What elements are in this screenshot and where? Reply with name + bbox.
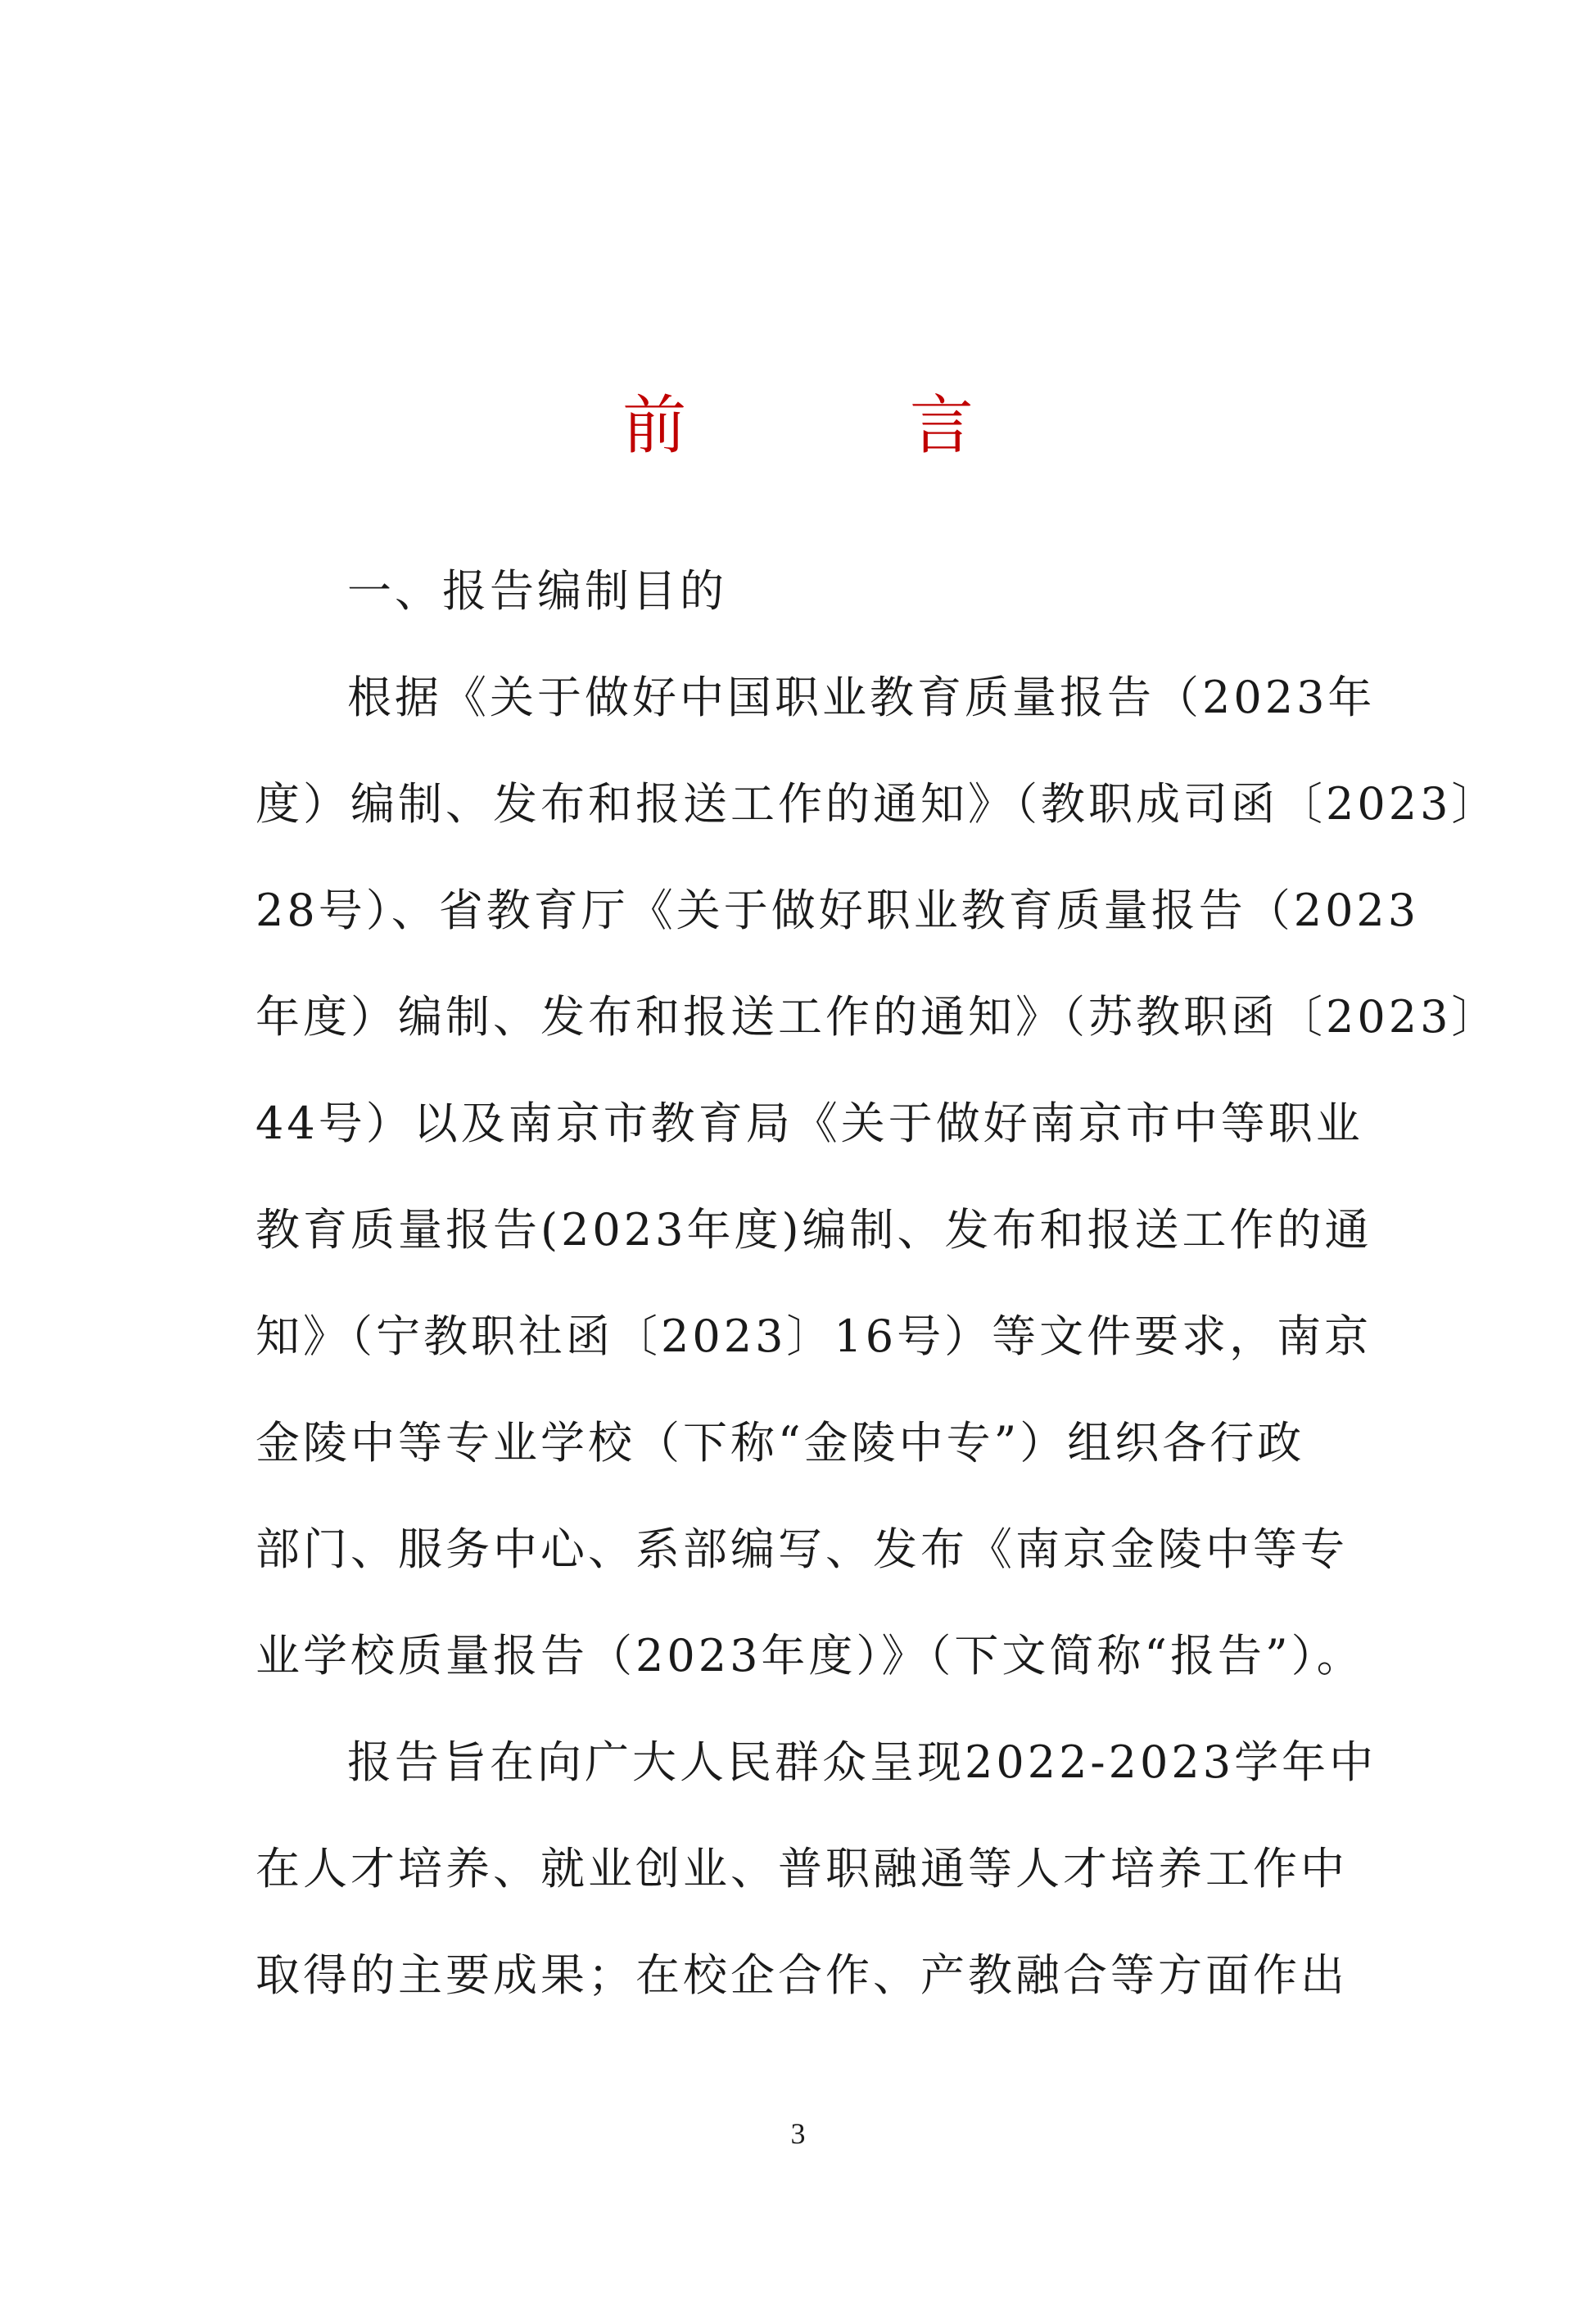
paragraph-line: 金陵中等专业学校（下称“金陵中专”）组织各行政	[255, 1417, 1305, 1469]
paragraph-line: 在人才培养、就业创业、普职融通等人才培养工作中	[255, 1843, 1348, 1894]
paragraph-line: 报告旨在向广大人民群众呈现2022-2023学年中	[347, 1736, 1377, 1788]
paragraph-line: 取得的主要成果；在校企合作、产教融合等方面作出	[255, 1949, 1348, 2001]
section-heading: 一、报告编制目的	[347, 565, 727, 617]
paragraph-line: 根据《关于做好中国职业教育质量报告（2023年	[347, 672, 1376, 723]
paragraph-line: 28号）、省教育厅《关于做好职业教育质量报告（2023	[255, 885, 1420, 936]
paragraph-line: 部门、服务中心、系部编写、发布《南京金陵中等专	[255, 1523, 1348, 1575]
paragraph-line: 教育质量报告(2023年度)编制、发布和报送工作的通	[255, 1204, 1372, 1256]
paragraph-line: 44号）以及南京市教育局《关于做好南京市中等职业	[255, 1098, 1363, 1149]
paragraph-line: 业学校质量报告（2023年度）》（下文简称“报告”）。	[255, 1630, 1364, 1682]
paragraph-line: 知》（宁教职社函〔2023〕16号）等文件要求，南京	[255, 1310, 1372, 1362]
page-title: 前 言	[622, 389, 1075, 463]
paragraph-line: 年度）编制、发布和报送工作的通知》（苏教职函〔2023〕	[255, 991, 1499, 1043]
body-text	[255, 550, 1499, 2041]
page-number: 3	[790, 2117, 806, 2150]
paragraph-line: 度）编制、发布和报送工作的通知》（教职成司函〔2023〕	[255, 778, 1499, 830]
